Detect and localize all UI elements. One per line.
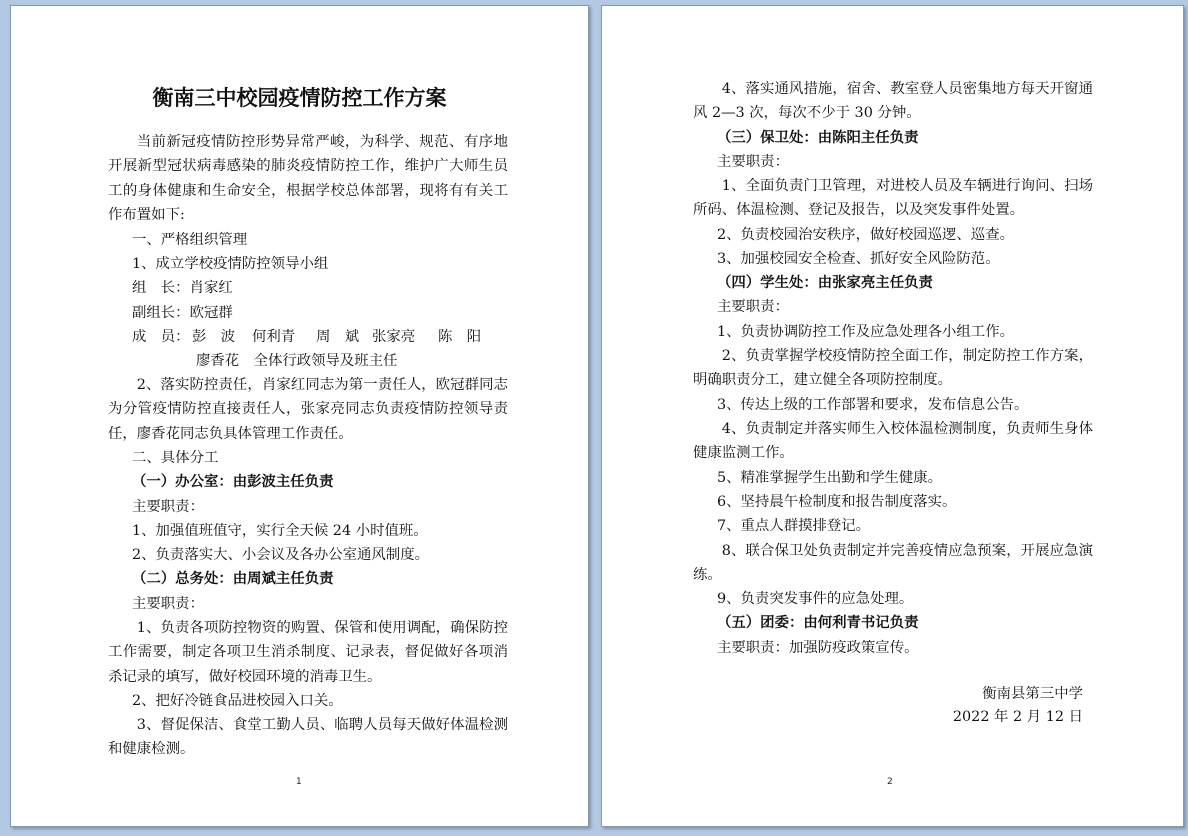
group-leader: 组 长：肖家红	[132, 280, 233, 296]
student-affairs-item-2: 2、负责掌握学校疫情防控全面工作，制定防控工作方案，明确职责分工，建立健全各项防控制度。	[693, 348, 1093, 389]
general-affairs-item-3: 3、督促保洁、食堂工勤人员、临聘人员每天做好体温检测和健康检测。	[108, 717, 508, 758]
document-title: 衡南三中校园疫情防控工作方案	[152, 85, 447, 110]
student-affairs-item-5: 5、精准掌握学生出勤和学生健康。	[717, 470, 943, 486]
security-duties-label: 主要职责：	[717, 154, 789, 170]
member-name: 张家亮	[372, 329, 416, 345]
general-affairs-item-4: 4、落实通风措施，宿舍、教室登人员密集地方每天开窗通风 2—3 次，每次不少于 30 分钟。	[693, 81, 1093, 122]
section-2-heading: 二、具体分工	[132, 450, 219, 466]
group-members-row	[132, 325, 512, 350]
document-page-1	[10, 5, 589, 827]
youth-league-duties: 主要职责：加强防疫政策宣传。	[717, 640, 919, 656]
group-deputy-leader: 副组长：欧冠群	[132, 305, 233, 321]
student-affairs-heading: （四）学生处：由张家亮主任负责	[717, 274, 933, 291]
security-heading: （三）保卫处：由陈阳主任负责	[717, 129, 919, 146]
student-affairs-item-1: 1、负责协调防控工作及应急处理各小组工作。	[717, 324, 1014, 340]
section-1-heading: 一、严格组织管理	[132, 232, 248, 248]
general-affairs-heading: （二）总务处：由周斌主任负责	[132, 570, 334, 587]
office-item-2: 2、负责落实大、小会议及各办公室通风制度。	[132, 547, 429, 563]
student-affairs-item-6: 6、坚持晨午检制度和报告制度落实。	[717, 494, 957, 510]
signature-date: 2022 年 2 月 12 日	[952, 709, 1083, 725]
general-affairs-item-2: 2、把好冷链食品进校园入口关。	[132, 693, 343, 709]
security-item-2: 2、负责校园治安秩序，做好校园巡逻、巡查。	[717, 227, 1014, 243]
youth-league-heading: （五）团委：由何利青书记负责	[717, 614, 919, 631]
intro-paragraph: 当前新冠疫情防控形势异常严峻，为科学、规范、有序地开展新型冠状病毒感染的肺炎疫情防控工作，维护广大师生员工的身体健康和生命安全，根据学校总体部署，现将有有关工作布置如下:	[108, 134, 508, 223]
student-affairs-item-8: 8、联合保卫处负责制定并完善疫情应急预案，开展应急演练。	[693, 543, 1093, 584]
office-item-1: 1、加强值班值守，实行全天候 24 小时值班。	[132, 523, 428, 539]
office-heading: （一）办公室：由彭波主任负责	[132, 473, 334, 490]
signature-organization: 衡南县第三中学	[982, 686, 1083, 702]
general-affairs-item-1: 1、负责各项防控物资的购置、保管和使用调配，确保防控工作需要，制定各项卫生消杀制度、记录表，督促做好各项消杀记录的填写，做好校园环境的消毒卫生。	[108, 620, 508, 685]
page-number: 2	[887, 777, 893, 787]
student-affairs-item-7: 7、重点人群摸排登记。	[717, 518, 871, 534]
general-affairs-duties-label: 主要职责：	[132, 596, 204, 612]
document-page-2	[601, 5, 1184, 827]
group-members-continued: 廖香花 全体行政领导及班主任	[196, 353, 398, 369]
member-name: 陈 阳	[438, 329, 482, 345]
student-affairs-duties-label: 主要职责：	[717, 299, 789, 315]
section-1-item-2: 2、落实防控责任，肖家红同志为第一责任人，欧冠群同志为分管疫情防控直接责任人，张家亮同志负责疫情防控领导责任，廖香花同志负具体管理工作责任。	[108, 377, 508, 442]
member-name: 何利青	[252, 329, 296, 345]
security-item-3: 3、加强校园安全检查、抓好安全风险防范。	[717, 251, 1000, 267]
members-label: 成 员：	[132, 329, 190, 345]
office-duties-label: 主要职责：	[132, 499, 204, 515]
student-affairs-item-3: 3、传达上级的工作部署和要求，发布信息公告。	[717, 397, 1029, 413]
student-affairs-item-4: 4、负责制定并落实师生入校体温检测制度，负责师生身体健康监测工作。	[693, 421, 1093, 462]
member-name: 彭 波	[192, 329, 236, 345]
security-item-1: 1、全面负责门卫管理，对进校人员及车辆进行询问、扫场所码、体温检测、登记及报告，以及突发事件处置。	[693, 178, 1093, 219]
page-number: 1	[296, 777, 302, 787]
student-affairs-item-9: 9、负责突发事件的应急处理。	[717, 591, 914, 607]
member-name: 周 斌	[316, 329, 360, 345]
section-1-item-1: 1、成立学校疫情防控领导小组	[132, 256, 329, 272]
